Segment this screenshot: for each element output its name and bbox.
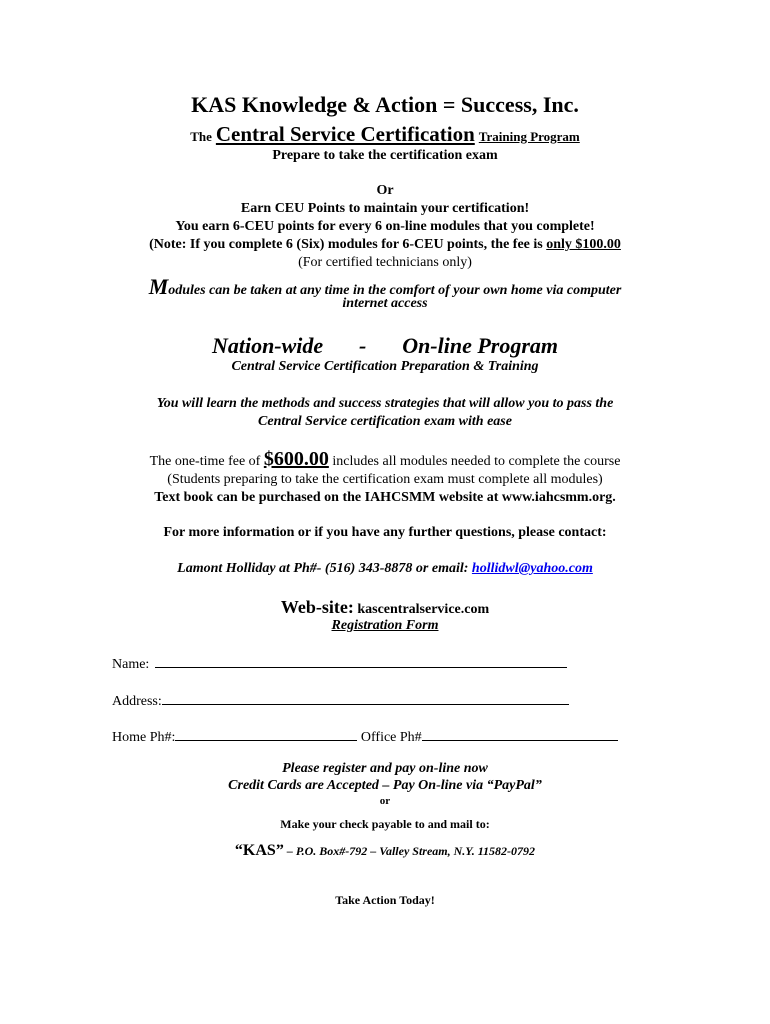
more-info-line: For more information or if you have any further questions, please contact:	[163, 525, 607, 540]
home-phone-label: Home Ph#:	[112, 730, 176, 745]
or-text-2: or	[379, 795, 391, 807]
register-online-line: Please register and pay on-line now	[282, 761, 488, 776]
learn-line-2: Central Service certification exam with ease	[258, 414, 512, 429]
mailing-address	[0, 842, 770, 860]
take-action-line: Take Action Today!	[335, 893, 435, 907]
program-headline	[0, 333, 770, 359]
ceu-line-1: Earn CEU Points to maintain your certification!	[240, 201, 530, 216]
prepare-text: Prepare to take the certification exam	[272, 148, 498, 163]
office-phone-label: Office Ph#	[360, 730, 422, 745]
address-kas: “KAS”	[234, 842, 284, 859]
students-note: (Students preparing to take the certification exam must complete all modules)	[167, 472, 603, 487]
fee-line	[0, 448, 770, 471]
name-label: Name:	[112, 657, 150, 672]
company-title: KAS Knowledge & Action = Success, Inc.	[191, 92, 579, 117]
certified-only-text: (For certified technicians only)	[298, 255, 472, 270]
address-field	[112, 690, 569, 710]
or-text: Or	[376, 183, 394, 198]
address-input-line[interactable]	[162, 690, 569, 705]
contact-line	[0, 561, 770, 577]
program-subheading: Central Service Certification Preparation & Training	[231, 359, 539, 374]
modules-drop-letter: M	[148, 274, 169, 299]
contact-email-link[interactable]: hollidwl@yahoo.com	[471, 561, 593, 576]
check-line: Make your check payable to and mail to:	[280, 817, 490, 831]
note-text: (Note: If you complete 6 (Six) modules for 6-CEU points, the fee is	[149, 237, 547, 252]
website-line	[0, 597, 770, 618]
address-label: Address:	[112, 694, 162, 709]
program-title	[0, 122, 770, 147]
office-phone-input-line[interactable]	[422, 726, 618, 741]
name-field	[112, 653, 567, 673]
home-phone-input-line[interactable]	[175, 726, 357, 741]
note-line	[0, 237, 770, 253]
program-title-tail: Training Program	[478, 129, 580, 144]
modules-line-2: internet access	[342, 296, 428, 311]
fee-price: $600.00	[263, 448, 329, 470]
fee-pre: The one-time fee of	[149, 454, 264, 469]
textbook-line: Text book can be purchased on the IAHCSMM website at www.iahcsmm.org.	[154, 490, 616, 505]
learn-line-1: You will learn the methods and success strategies that will allow you to pass the	[156, 396, 614, 411]
registration-heading: Registration Form	[331, 618, 439, 633]
phone-fields	[112, 726, 618, 746]
address-rest: – P.O. Box#-792 – Valley Stream, N.Y. 11582-0792	[283, 844, 536, 858]
program-title-the: The	[190, 129, 212, 144]
credit-cards-line: Credit Cards are Accepted – Pay On-line via “PayPal”	[228, 778, 542, 793]
program-online: On-line Program	[402, 333, 559, 358]
program-nationwide: Nation-wide	[211, 333, 324, 358]
website-label: Web-site:	[280, 597, 354, 617]
note-price: only $100.00	[546, 237, 621, 252]
program-title-main: Central Service Certification	[215, 122, 475, 146]
ceu-line-2: You earn 6-CEU points for every 6 on-line modules that you complete!	[175, 219, 595, 234]
modules-text: odules can be taken at any time in the comfort of your own home via computer	[168, 283, 622, 298]
name-input-line[interactable]	[155, 653, 567, 668]
program-dash: -	[359, 333, 367, 358]
fee-post: includes all modules needed to complete the course	[328, 454, 621, 469]
website-url[interactable]: kascentralservice.com	[353, 602, 490, 617]
contact-text: Lamont Holliday at Ph#- (516) 343-8878 or email:	[177, 561, 472, 576]
